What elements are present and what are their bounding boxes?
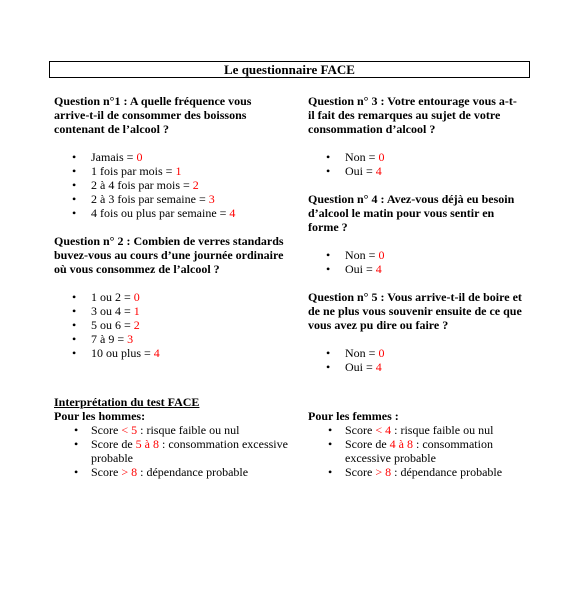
interpretation-men (54, 395, 294, 479)
right-column (308, 94, 523, 388)
answer-item: • 1 fois par mois = 1 (54, 164, 284, 178)
question-2-text: Question n° 2 : Combien de verres standards buvez-vous au cours d’une journée ordinaire où vous consommez de l’alcool ? (54, 234, 284, 276)
score-item: • Score > 8 : dépendance probable (308, 465, 538, 479)
answer-item: • 3 ou 4 = 1 (54, 304, 284, 318)
question-5-answers (308, 346, 523, 374)
score-item: • Score de 5 à 8 : consommation excessive probable (54, 437, 294, 465)
answer-item: • 2 à 3 fois par semaine = 3 (54, 192, 284, 206)
score-item: • Score de 4 à 8 : consommation excessive probable (308, 437, 538, 465)
women-score-list (308, 423, 538, 479)
women-heading: Pour les femmes : (308, 409, 399, 423)
left-column (54, 94, 284, 374)
score-item: • Score < 4 : risque faible ou nul (308, 423, 538, 437)
interpretation-title: Interprétation du test FACE (54, 395, 200, 409)
question-4-text: Question n° 4 : Avez-vous déjà eu besoin d’alcool le matin pour vous sentir en forme ? (308, 192, 515, 234)
score-item: • Score > 8 : dépendance probable (54, 465, 294, 479)
answer-item: • Oui = 4 (308, 262, 523, 276)
answer-item: • 10 ou plus = 4 (54, 346, 284, 360)
answer-item: • 7 à 9 = 3 (54, 332, 284, 346)
answer-item: • Oui = 4 (308, 164, 523, 178)
men-heading: Pour les hommes: (54, 409, 146, 423)
question-2-answers (54, 290, 284, 360)
answer-item: • 4 fois ou plus par semaine = 4 (54, 206, 284, 220)
score-item: • Score < 5 : risque faible ou nul (54, 423, 294, 437)
question-3-text: Question n° 3 : Votre entourage vous a-t-il fait des remarques au sujet de votre consommation d’alcool ? (308, 94, 517, 136)
question-4-answers (308, 248, 523, 276)
answer-item: • 1 ou 2 = 0 (54, 290, 284, 304)
answer-item: • Non = 0 (308, 346, 523, 360)
interpretation-women (308, 409, 538, 479)
answer-item: • 2 à 4 fois par mois = 2 (54, 178, 284, 192)
answer-item: • Oui = 4 (308, 360, 523, 374)
question-3-answers (308, 150, 523, 178)
page-title: Le questionnaire FACE (49, 61, 530, 78)
men-score-list (54, 423, 294, 479)
answer-item: • Jamais = 0 (54, 150, 284, 164)
answer-item: • Non = 0 (308, 150, 523, 164)
question-5-text: Question n° 5 : Vous arrive-t-il de boire et de ne plus vous souvenir ensuite de ce que vous avez pu dire ou faire ? (308, 290, 522, 332)
question-1-text: Question n°1 : A quelle fréquence vous arrive-t-il de consommer des boissons contenant de l’alcool ? (54, 94, 252, 136)
answer-item: • Non = 0 (308, 248, 523, 262)
answer-item: • 5 ou 6 = 2 (54, 318, 284, 332)
question-1-answers (54, 150, 284, 220)
